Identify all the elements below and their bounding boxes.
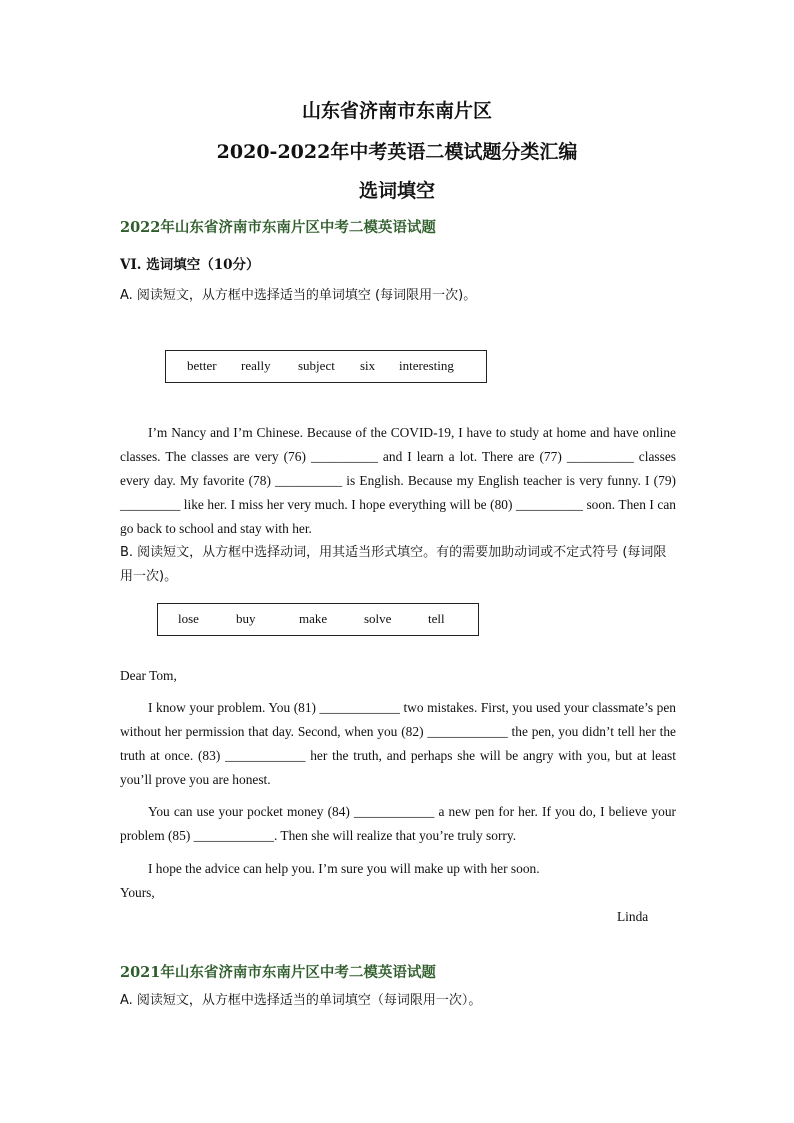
word-box-item: six xyxy=(360,358,376,373)
letter-paragraph-1 xyxy=(120,696,676,792)
document-title-series: 2020-2022年中考英语二模试题分类汇编 xyxy=(216,141,578,163)
letter-paragraph-3-text: I hope the advice can help you. I’m sure you will make up with her soon. xyxy=(148,861,540,876)
part-a-instruction: A. 阅读短文，从方框中选择适当的单词填空 (每词限用一次)。 xyxy=(120,288,477,303)
word-box-item: subject xyxy=(298,358,335,373)
letter-paragraph-3 xyxy=(120,857,676,881)
word-box-item: tell xyxy=(428,611,445,626)
word-box-item: interesting xyxy=(399,358,454,373)
word-box-item: better xyxy=(187,358,217,373)
word-box-item: lose xyxy=(178,611,199,626)
letter-closing: Yours, xyxy=(120,885,155,900)
document-title-region: 山东省济南市东南片区 xyxy=(301,100,492,122)
word-box-item: buy xyxy=(236,611,256,626)
section-heading-2021: 2021年山东省济南市东南片区中考二模英语试题 xyxy=(120,964,436,981)
word-box-item: solve xyxy=(364,611,392,626)
letter-greeting: Dear Tom, xyxy=(120,668,177,683)
word-box-a xyxy=(165,350,487,383)
letter-paragraph-2 xyxy=(120,800,676,848)
passage-a xyxy=(120,421,676,541)
part-label: VI. 选词填空（10分） xyxy=(120,257,260,273)
word-box-item: really xyxy=(241,358,271,373)
letter-paragraph-2-text: You can use your pocket money (84) ____________ a new pen for her. If you do, I believe your problem (85) ____________. Then she will realize that you’re truly sorry. xyxy=(120,804,676,843)
letter-paragraph-1-text: I know your problem. You (81) ____________ two mistakes. First, you used your classmate’s pen without her permission that day. Second, when you (82) ____________ the pen, you didn’t tell her the truth at once. (83) ____________ her the truth, and perhaps she will be angry with you, but at least you’ll prove you are honest. xyxy=(120,700,676,787)
part-a-instruction-2021: A. 阅读短文，从方框中选择适当的单词填空（每词限用一次）。 xyxy=(120,993,482,1008)
part-b-instruction: B. 阅读短文，从方框中选择动词，用其适当形式填空。有的需要加助动词或不定式符号 (每词限用一次)。 xyxy=(120,545,667,584)
passage-a-text: I’m Nancy and I’m Chinese. Because of the COVID-19, I have to study at home and have online classes. The classes are very (76) __________ and I learn a lot. There are (77) __________ classes every day. My favorite (78) __________ is English. Because my English teacher is very funny. I (79) _________ like her. I miss her very much. I hope everything will be (80) __________ soon. Then I can go back to school and stay with her. xyxy=(120,425,676,536)
section-heading-2022: 2022年山东省济南市东南片区中考二模英语试题 xyxy=(120,219,436,236)
word-box-item: make xyxy=(299,611,328,626)
document-title-topic: 选词填空 xyxy=(358,180,435,202)
letter-signature: Linda xyxy=(617,909,649,924)
word-box-b xyxy=(157,603,479,636)
